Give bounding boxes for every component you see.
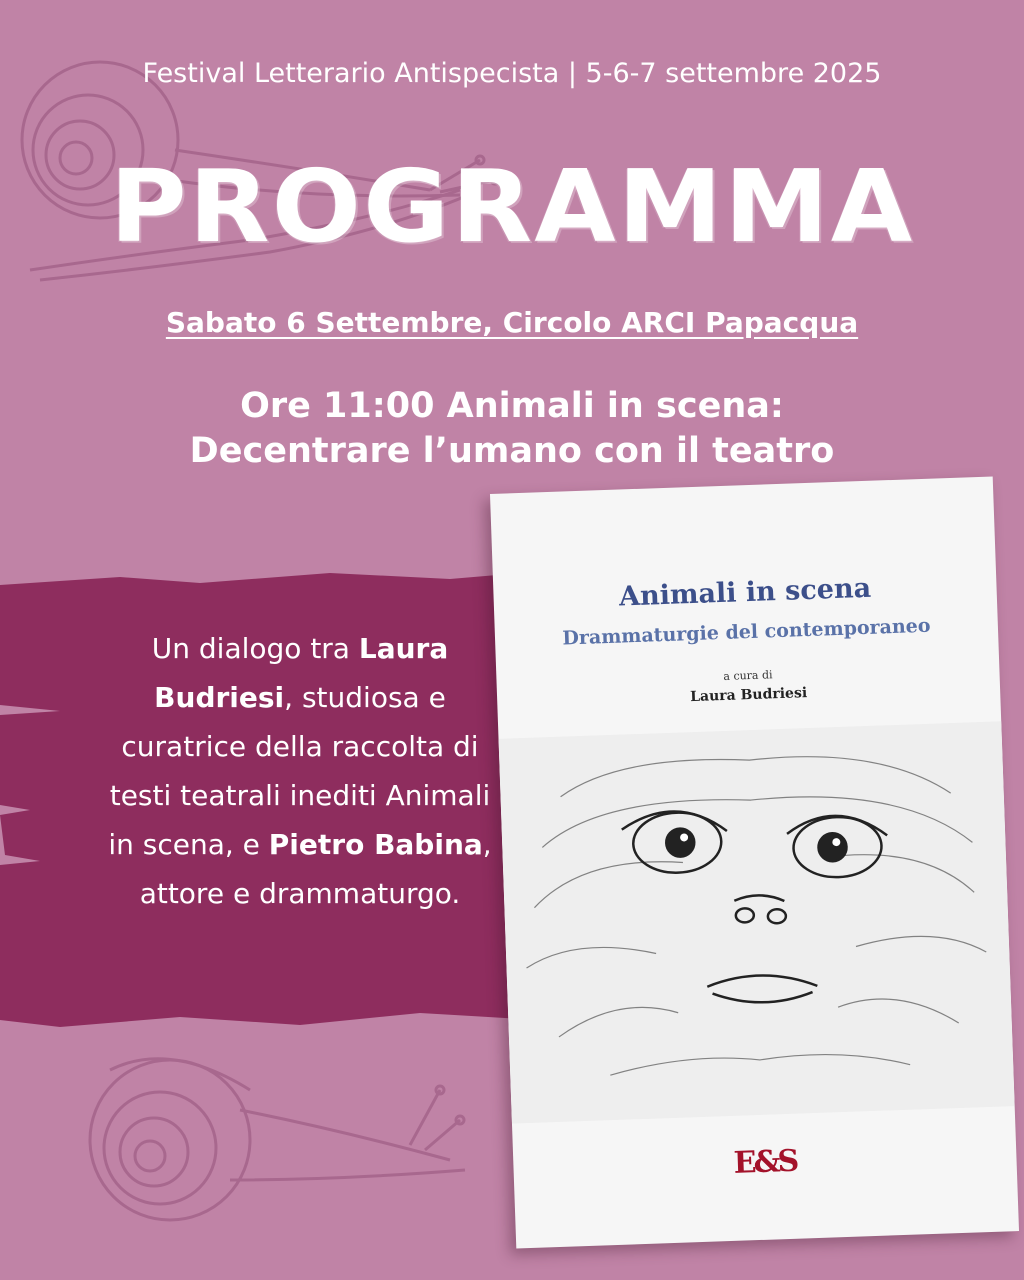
book-curated-by: a cura di (723, 668, 773, 683)
book-cover (490, 476, 1019, 1248)
book-title: Animali in scena (618, 572, 872, 613)
orangutan-sketch-icon (499, 721, 1015, 1123)
event-title (120, 384, 904, 474)
festival-line: Festival Letterario Antispecista | 5-6-7 settembre 2025 (142, 58, 882, 89)
page-title: PROGRAMMA (109, 148, 915, 265)
book-author: Laura Budriesi (689, 685, 808, 706)
description-text: , studiosa e curatrice della raccolta di testi teatrali inediti Animali in scena, e (108, 681, 491, 861)
snail-icon (80, 1030, 480, 1250)
speaker-name: Laura Budriesi (154, 632, 449, 714)
event-title-line1: Ore 11:00 Animali in scena: (240, 386, 784, 426)
description-text: Un dialogo tra (151, 632, 359, 665)
speaker-name: Pietro Babina (268, 828, 483, 861)
description-text: , attore e drammaturgo. (139, 828, 492, 910)
event-title-line2: Decentrare l’umano con il teatro (189, 431, 835, 471)
event-description (95, 624, 505, 918)
book-subtitle: Drammaturgie del contemporaneo (562, 614, 931, 650)
date-venue: Sabato 6 Settembre, Circolo ARCI Papacqua (165, 306, 859, 339)
publisher-logo: E&S (733, 1143, 797, 1181)
